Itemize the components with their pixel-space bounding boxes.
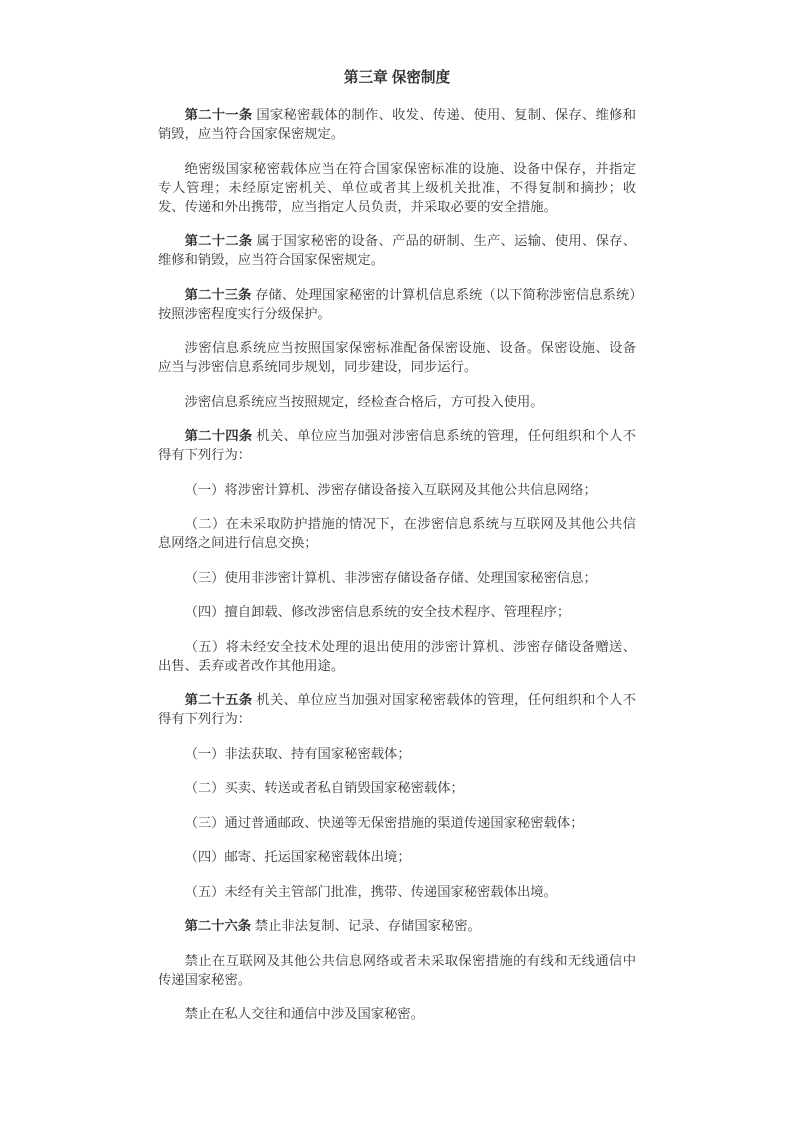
article-number: 第二十六条 — [184, 918, 252, 933]
paragraph: 第二十六条 禁止非法复制、记录、存储国家秘密。 — [184, 918, 481, 933]
paragraph: （三）通过普通邮政、快递等无保密措施的渠道传递国家秘密载体； — [184, 814, 584, 830]
article-number: 第二十二条 — [184, 233, 253, 248]
paragraph: 第二十一条 国家秘密载体的制作、收发、传递、使用、复制、保存、维修和销毁，应当符合国家保密规定。 — [158, 107, 637, 141]
paragraph: （五）将未经安全技术处理的退出使用的涉密计算机、涉密存储设备赠送、出售、丢弃或者改作其他用途。 — [158, 638, 636, 673]
paragraph: （一）将涉密计算机、涉密存储设备接入互联网及其他公共信息网络； — [184, 481, 597, 497]
paragraph: （四）擅自卸载、修改涉密信息系统的安全技术程序、管理程序； — [184, 604, 571, 619]
paragraph: 禁止在私人交往和通信中涉及国家秘密。 — [184, 1006, 424, 1021]
article-number: 第二十五条 — [184, 692, 253, 707]
paragraph: （一）非法获取、持有国家秘密载体； — [184, 745, 411, 761]
paragraph: 第二十五条 机关、单位应当加强对国家秘密载体的管理，任何组织和个人不得有下列行为： — [158, 692, 637, 726]
paragraph: （二）买卖、转送或者私自销毁国家秘密载体； — [184, 780, 464, 795]
paragraph: （三）使用非涉密计算机、非涉密存储设备存储、处理国家秘密信息； — [184, 569, 597, 585]
article-number: 第二十三条 — [184, 286, 252, 302]
paragraph: 绝密级国家秘密载体应当在符合国家保密标准的设施、设备中保存，并指定专人管理；未经原定密机关、单位或者其上级机关批准，不得复制和摘抄；收发、传递和外出携带，应当指定人员负责，并采取必要的安全措施。 — [158, 160, 636, 214]
paragraph: 涉密信息系统应当按照国家保密标准配备保密设施、设备。保密设施、设备应当与涉密信息系统同步规划，同步建设，同步运行。 — [158, 340, 636, 374]
article-number: 第二十四条 — [184, 428, 253, 443]
article-number: 第二十一条 — [184, 107, 253, 122]
paragraph: （二）在未采取防护措施的情况下，在涉密信息系统与互联网及其他公共信息网络之间进行信息交换； — [158, 516, 636, 550]
paragraph: （四）邮寄、托运国家秘密载体出境； — [184, 849, 411, 864]
chapter-title: 第三章 保密制度 — [343, 70, 451, 86]
paragraph: 涉密信息系统应当按照规定，经检查合格后，方可投入使用。 — [184, 393, 544, 409]
document-body — [158, 105, 636, 1023]
paragraph: 禁止在互联网及其他公共信息网络或者未采取保密措施的有线和无线通信中传递国家秘密。 — [158, 952, 636, 987]
paragraph: 第二十三条 存储、处理国家秘密的计算机信息系统（以下简称涉密信息系统）按照涉密程度实行分级保护。 — [158, 286, 637, 321]
paragraph: 第二十二条 属于国家秘密的设备、产品的研制、生产、运输、使用、保存、维修和销毁，应当符合国家保密规定。 — [158, 233, 637, 267]
paragraph: （五）未经有关主管部门批准，携带、传递国家秘密载体出境。 — [184, 883, 557, 899]
paragraph: 第二十四条 机关、单位应当加强对涉密信息系统的管理，任何组织和个人不得有下列行为： — [158, 428, 637, 462]
